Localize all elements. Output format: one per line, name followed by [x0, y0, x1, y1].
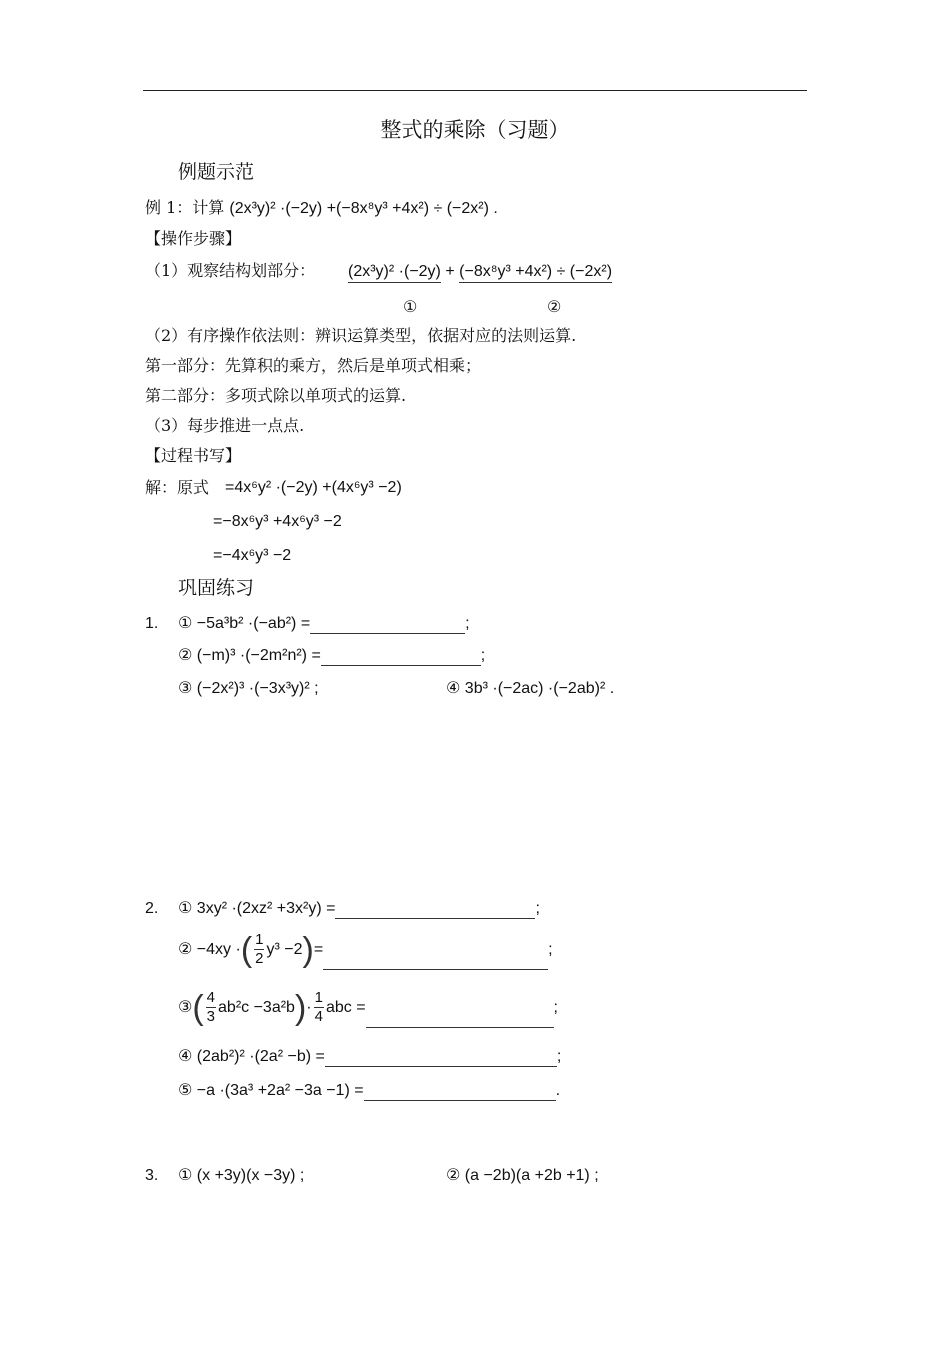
problem-2-number: 2. [145, 900, 159, 917]
part-two-marker: ② [547, 297, 562, 316]
problem-2a-expression: ① 3xy² ·(2xz² +3x²y) = [178, 900, 336, 917]
fraction [314, 989, 324, 1026]
left-paren: ( [240, 930, 253, 969]
answer-blank-2d[interactable] [325, 1050, 557, 1067]
step1-label: （1）观察结构划部分： [145, 261, 316, 280]
fraction [254, 931, 264, 968]
right-paren: ) [294, 988, 307, 1027]
problem-2c: ③( $\frac{4}{3}$ ab²c −3a²b)· $\frac{1}{4}$ abc = ; [178, 988, 558, 1027]
example-line [145, 198, 498, 219]
problem-2d-expression: ④ (2ab²)² ·(2a² −b) = [178, 1048, 325, 1065]
denominator: 3 [206, 1008, 216, 1026]
problem-2c-suffix: abc = [325, 999, 366, 1016]
numerator: 1 [255, 931, 264, 949]
header-rule [143, 90, 807, 91]
answer-blank-2b[interactable] [323, 953, 548, 970]
step2-text: （2）有序操作依法则：辨识运算类型，依据对应的法则运算. [145, 326, 577, 345]
problem-2b-term: y³ −2 [266, 941, 303, 958]
step1-expression [348, 262, 612, 282]
problem-2d [178, 1047, 561, 1067]
solution-label: 解：原式 [145, 478, 210, 497]
problem-2c-prefix: ③ [178, 999, 193, 1016]
problem-2e [178, 1081, 560, 1101]
semicolon: ; [556, 1048, 562, 1065]
part-two-text: 第二部分：多项式除以单项式的运算. [145, 386, 407, 405]
semicolon: ; [465, 615, 470, 632]
problem-2b: ② −4xy ·( $\frac{1}{2}$ y³ −2)= ; [178, 930, 553, 969]
problem-3-number: 3. [145, 1167, 159, 1184]
part-one-marker: ① [403, 297, 418, 316]
example-heading: 例题示范 [178, 161, 255, 183]
answer-blank-2c[interactable] [366, 1011, 554, 1028]
fraction [206, 989, 216, 1026]
example-expression: (2x³y)² ·(−2y) +(−8x⁸y³ +4x²) ÷ (−2x²) . [229, 200, 498, 217]
answer-blank-2e[interactable] [364, 1084, 556, 1101]
problem-3a: ① (x +3y)(x −3y) ; [178, 1167, 305, 1184]
example-label: 例 1：计算 [145, 198, 225, 217]
problem-1b [178, 646, 485, 666]
semicolon: ; [548, 941, 553, 958]
period: . [555, 1082, 561, 1099]
solution-line-2: =−8x⁶y³ +4x⁶y³ −2 [213, 513, 342, 530]
answer-blank-1b[interactable] [321, 649, 481, 666]
problem-2a [178, 899, 540, 919]
problem-2e-expression: ⑤ −a ·(3a³ +2a² −3a −1) = [178, 1082, 364, 1099]
left-paren: ( [192, 988, 204, 1027]
steps-heading: 【操作步骤】 [145, 229, 242, 248]
problem-1b-expression: ② (−m)³ ·(−2m²n²) = [178, 647, 321, 664]
numerator: 4 [206, 989, 216, 1007]
page-title: 整式的乘除（习题） [380, 118, 570, 142]
problem-1d: ④ 3b³ ·(−2ac) ·(−2ab)² . [446, 680, 615, 697]
denominator: 2 [255, 950, 264, 968]
semicolon: ; [480, 647, 486, 664]
problem-3b: ② (a −2b)(a +2b +1) ; [446, 1167, 599, 1184]
problem-1a [178, 614, 470, 634]
plus-sign: + [445, 263, 455, 280]
part-two-expression: (−8x⁸y³ +4x²) ÷ (−2x²) [459, 263, 612, 283]
step3-text: （3）每步推进一点点. [145, 416, 305, 435]
part-one-text: 第一部分：先算积的乘方，然后是单项式相乘； [145, 356, 482, 375]
problem-2b-prefix: ② −4xy · [178, 941, 241, 958]
semicolon: ; [535, 900, 540, 917]
problem-1c: ③ (−2x²)³ ·(−3x³y)² ; [178, 680, 319, 697]
solution-line-1: =4x⁶y² ·(−2y) +(4x⁶y³ −2) [225, 479, 402, 496]
semicolon: ; [553, 999, 558, 1016]
part-one-expression: (2x³y)² ·(−2y) [348, 263, 441, 283]
right-paren: ) [302, 930, 314, 969]
solution-line-3: =−4x⁶y³ −2 [213, 547, 292, 564]
problem-1a-expression: ① −5a³b² ·(−ab²) = [178, 615, 311, 632]
writing-heading: 【过程书写】 [145, 446, 242, 465]
problem-2c-term: ab²c −3a²b [218, 999, 295, 1016]
numerator: 1 [314, 989, 323, 1007]
problem-1-number: 1. [145, 615, 159, 632]
answer-blank-1a[interactable] [310, 617, 465, 634]
denominator: 4 [314, 1008, 323, 1026]
answer-blank-2a[interactable] [335, 902, 535, 919]
practice-heading: 巩固练习 [178, 577, 255, 599]
